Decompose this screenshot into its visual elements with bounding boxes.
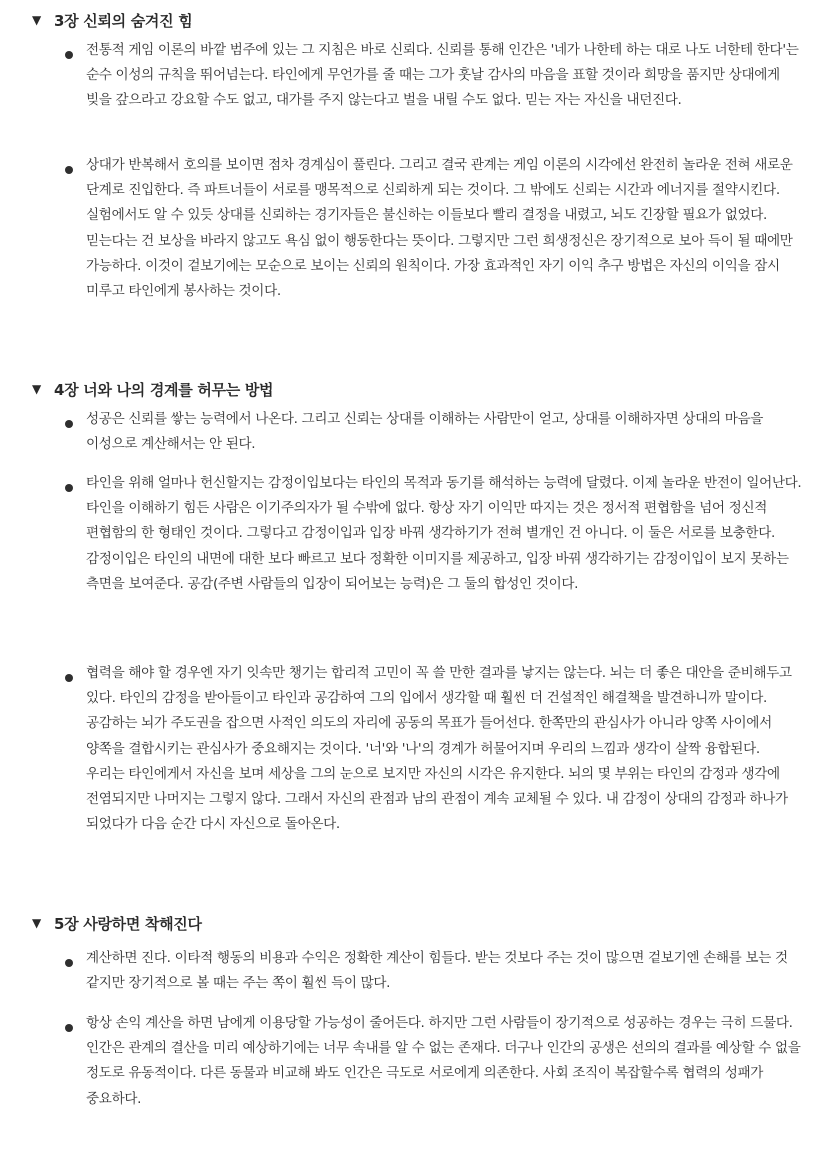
list-item: 계산하면 진다. 이타적 행동의 비용과 수익은 정확한 계산이 힘들다. 받는 것보다 주는 것이 많으면 겉보기엔 손해를 보는 것 같지만 장기적으로 볼 때는 주는 쪽이 훨씬 득이 많다. [86, 950, 788, 992]
toggle-heading-chapter-5[interactable] [32, 910, 202, 936]
toggle-heading-chapter-3[interactable] [32, 7, 192, 33]
heading-text: 3장 신뢰의 숨겨진 힘 [54, 11, 193, 30]
bullet-dot-icon [65, 420, 73, 428]
bullet-dot-icon [65, 1024, 73, 1032]
bullet-dot-icon [65, 51, 73, 59]
list-item: 전통적 게임 이론의 바깥 범주에 있는 그 지침은 바로 신뢰다. 신뢰를 통해 인간은 '네가 나한테 하는 대로 나도 너한테 한다'는 순수 이성의 규칙을 뛰어넘는다. 타인에게 무언가를 줄 때는 그가 훗날 감사의 마음을 표할 것이라 희망을 품지만 상대에게 빚을 갚으라고 강요할 수도 없고, 대가를 주지 않는다고 벌을 내릴 수도 없다. 믿는 자는 자신을 내던진다. [86, 42, 799, 109]
heading-text: 5장 사랑하면 착해진다 [54, 914, 202, 933]
heading-text: 4장 너와 나의 경계를 허무는 방법 [54, 380, 274, 399]
toggle-heading-chapter-4[interactable] [32, 376, 273, 402]
bullet-dot-icon [65, 166, 73, 174]
list-item: 성공은 신뢰를 쌓는 능력에서 나온다. 그리고 신뢰는 상대를 이해하는 사람만이 얻고, 상대를 이해하자면 상대의 마음을 이성으로 계산해서는 안 된다. [86, 411, 764, 453]
bullet-dot-icon [65, 484, 73, 492]
list-item: 상대가 반복해서 호의를 보이면 점차 경계심이 풀린다. 그리고 결국 관계는 게임 이론의 시각에선 완전히 놀라운 전혀 새로운 단계로 진입한다. 즉 파트너들이 서로를 맹목적으로 신뢰하게 되는 것이다. 그 밖에도 신뢰는 시간과 에너지를 절약시킨다. 실험에서도 알 수 있듯 상대를 신뢰하는 경기자들은 불신하는 이들보다 빨리 결정을 내렸고, 뇌도 긴장할 필요가 없었다. 믿는다는 건 보상을 바라지 않고도 욕심 없이 행동한다는 뜻이다. 그렇지만 그런 희생정신은 장기적으로 보아 득이 될 때에만 가능하다. 이것이 겉보기에는 모순으로 보이는 신뢰의 원칙이다. 가장 효과적인 자기 이익 추구 방법은 자신의 이익을 잠시 미루고 타인에게 봉사하는 것이다. [86, 157, 793, 300]
list-item: 항상 손익 계산을 하면 남에게 이용당할 가능성이 줄어든다. 하지만 그런 사람들이 장기적으로 성공하는 경우는 극히 드물다. 인간은 관계의 결산을 미리 예상하기에는 너무 속내를 알 수 없는 존재다. 더구나 인간의 공생은 선의의 결과를 예상할 수 없을 정도로 유동적이다. 다른 동물과 비교해 봐도 인간은 극도로 서로에게 의존한다. 사회 조직이 복잡할수록 협력의 성패가 중요하다. [86, 1015, 801, 1107]
toggle-triangle-icon[interactable]: ▼ [32, 916, 42, 930]
bullet-dot-icon [65, 674, 73, 682]
toggle-triangle-icon[interactable]: ▼ [32, 382, 42, 396]
bullet-dot-icon [65, 959, 73, 967]
list-item: 협력을 해야 할 경우엔 자기 잇속만 챙기는 합리적 고민이 꼭 쓸 만한 결과를 낳지는 않는다. 뇌는 더 좋은 대안을 준비해두고 있다. 타인의 감정을 받아들이고 타인과 공감하여 그의 입에서 생각할 때 훨씬 더 건설적인 해결책을 발견하니까 말이다. 공감하는 뇌가 주도권을 잡으면 사적인 의도의 자리에 공동의 목표가 들어선다. 한쪽만의 관심사가 아니라 양쪽 사이에서 양쪽을 결합시키는 관심사가 중요해지는 것이다. '너'와 '나'의 경계가 허물어지며 우리의 느낌과 생각이 살짝 융합된다. 우리는 타인에게서 자신을 보며 세상을 그의 눈으로 보지만 자신의 시각은 유지한다. 뇌의 몇 부위는 타인의 감정과 생각에 전염되지만 나머지는 그렇지 않다. 그래서 자신의 관점과 남의 관점이 계속 교체될 수 있다. 내 감정이 상대의 감정과 하나가 되었다가 다음 순간 다시 자신으로 돌아온다. [86, 665, 792, 833]
toggle-triangle-icon[interactable]: ▼ [32, 13, 42, 27]
list-item: 타인을 위해 얼마나 헌신할지는 감정이입보다는 타인의 목적과 동기를 해석하는 능력에 달렸다. 이제 놀라운 반전이 일어난다. 타인을 이해하기 힘든 사람은 이기주의자가 될 수밖에 없다. 항상 자기 이익만 따지는 것은 정서적 편협함을 넘어 정신적 편협함의 한 형태인 것이다. 그렇다고 감정이입과 입장 바꿔 생각하기가 전혀 별개인 건 아니다. 이 둘은 서로를 보충한다. 감정이입은 타인의 내면에 대한 보다 빠르고 보다 정확한 이미지를 제공하고, 입장 바꿔 생각하기는 감정이입이 보지 못하는 측면을 보여준다. 공감(주변 사람들의 입장이 되어보는 능력)은 그 둘의 합성인 것이다. [86, 475, 802, 592]
